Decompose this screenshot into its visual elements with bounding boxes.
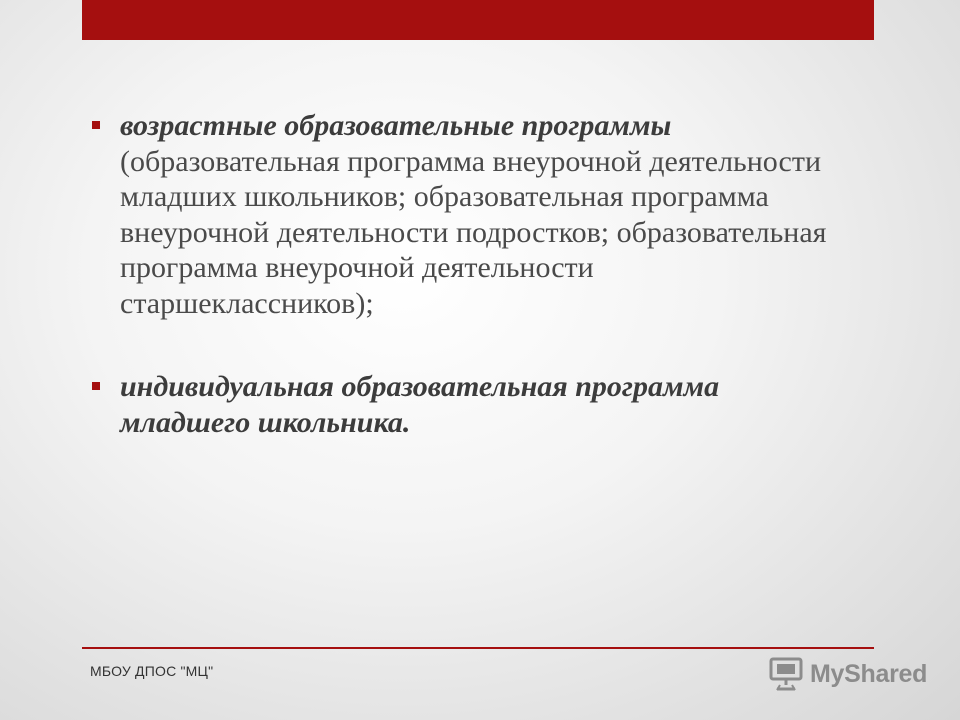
- bullet-text: (образовательная программа внеурочной деятельности младших школьников; образовательная программа внеурочной деятельности подростков; образовательная программа внеурочной деятельности старшеклассников);: [120, 144, 827, 320]
- bullet-square-icon: [92, 121, 100, 129]
- footer-divider: [82, 647, 874, 649]
- projector-icon: [768, 657, 804, 691]
- bullet-emphasis: возрастные образовательные программы: [120, 109, 672, 142]
- bullet-square-icon: [92, 382, 100, 390]
- bullet-emphasis: индивидуальная образовательная программа младшего школьника.: [120, 370, 720, 439]
- header-accent-bar: [82, 0, 874, 40]
- bullet-item: [90, 369, 830, 440]
- bullet-item: [90, 108, 830, 321]
- watermark-text: MyShared: [810, 659, 928, 688]
- footer-label: МБОУ ДПОС "МЦ": [90, 663, 214, 679]
- slide-content: [90, 108, 830, 440]
- watermark-logo[interactable]: [768, 656, 927, 692]
